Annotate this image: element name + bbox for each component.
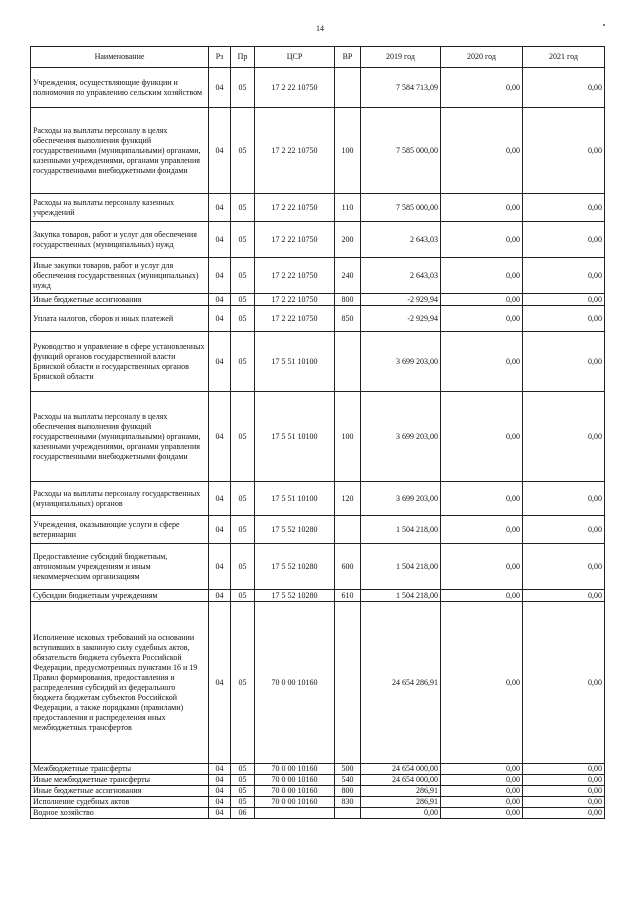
row-2019: 1 504 218,00 <box>361 516 441 544</box>
header-2021: 2021 год <box>523 47 605 68</box>
row-2020: 0,00 <box>441 108 523 194</box>
row-rz: 04 <box>209 68 231 108</box>
row-pr: 05 <box>231 602 255 764</box>
table-row <box>31 222 605 258</box>
row-2019: -2 929,94 <box>361 294 441 306</box>
row-rz: 04 <box>209 294 231 306</box>
table-row <box>31 306 605 332</box>
row-2019: 3 699 203,00 <box>361 392 441 482</box>
row-2020: 0,00 <box>441 306 523 332</box>
table-row <box>31 786 605 797</box>
row-vr: 800 <box>335 786 361 797</box>
row-vr: 100 <box>335 392 361 482</box>
row-2021: 0,00 <box>523 108 605 194</box>
row-2020: 0,00 <box>441 332 523 392</box>
row-2020: 0,00 <box>441 808 523 819</box>
row-vr <box>335 68 361 108</box>
row-pr: 05 <box>231 194 255 222</box>
row-2021: 0,00 <box>523 482 605 516</box>
row-vr: 610 <box>335 590 361 602</box>
row-rz: 04 <box>209 332 231 392</box>
row-csr: 70 0 00 10160 <box>255 775 335 786</box>
row-2020: 0,00 <box>441 258 523 294</box>
row-vr: 120 <box>335 482 361 516</box>
scan-speck <box>603 24 605 26</box>
table-row <box>31 482 605 516</box>
row-name: Предоставление субсидий бюджетным, автономным учреждениям и иным некоммерческим организациям <box>31 544 209 590</box>
row-csr: 17 5 52 10280 <box>255 590 335 602</box>
row-pr: 05 <box>231 258 255 294</box>
page-number: 14 <box>316 24 324 33</box>
row-2019: 7 584 713,09 <box>361 68 441 108</box>
row-2019: -2 929,94 <box>361 306 441 332</box>
row-pr: 05 <box>231 68 255 108</box>
table-row <box>31 602 605 764</box>
row-2020: 0,00 <box>441 516 523 544</box>
table-row <box>31 194 605 222</box>
row-csr: 70 0 00 10160 <box>255 797 335 808</box>
row-csr: 17 5 52 10280 <box>255 544 335 590</box>
row-2020: 0,00 <box>441 764 523 775</box>
table-row <box>31 516 605 544</box>
row-pr: 05 <box>231 222 255 258</box>
row-name: Иные закупки товаров, работ и услуг для обеспечения государственных (муниципальных) нужд <box>31 258 209 294</box>
table-row <box>31 68 605 108</box>
row-2020: 0,00 <box>441 797 523 808</box>
table-row <box>31 294 605 306</box>
row-vr: 600 <box>335 544 361 590</box>
row-2019: 24 654 000,00 <box>361 775 441 786</box>
row-2021: 0,00 <box>523 392 605 482</box>
table-row <box>31 764 605 775</box>
row-2021: 0,00 <box>523 194 605 222</box>
row-csr: 70 0 00 10160 <box>255 764 335 775</box>
header-2020: 2020 год <box>441 47 523 68</box>
row-2020: 0,00 <box>441 294 523 306</box>
row-2021: 0,00 <box>523 797 605 808</box>
row-rz: 04 <box>209 797 231 808</box>
header-pr: Пр <box>231 47 255 68</box>
header-2019: 2019 год <box>361 47 441 68</box>
row-2019: 7 585 000,00 <box>361 194 441 222</box>
row-name: Межбюджетные трансферты <box>31 764 209 775</box>
row-pr: 05 <box>231 294 255 306</box>
row-rz: 04 <box>209 602 231 764</box>
row-csr: 17 5 51 10100 <box>255 392 335 482</box>
row-rz: 04 <box>209 222 231 258</box>
row-2021: 0,00 <box>523 786 605 797</box>
row-pr: 06 <box>231 808 255 819</box>
row-2020: 0,00 <box>441 392 523 482</box>
row-2021: 0,00 <box>523 332 605 392</box>
row-vr: 240 <box>335 258 361 294</box>
header-rz: Рз <box>209 47 231 68</box>
row-name: Учреждения, осуществляющие функции и полномочия по управлению сельским хозяйством <box>31 68 209 108</box>
row-pr: 05 <box>231 392 255 482</box>
row-vr: 100 <box>335 108 361 194</box>
row-name: Субсидии бюджетным учреждениям <box>31 590 209 602</box>
row-2020: 0,00 <box>441 602 523 764</box>
row-2019: 1 504 218,00 <box>361 590 441 602</box>
table-row <box>31 392 605 482</box>
table-row <box>31 544 605 590</box>
row-vr: 540 <box>335 775 361 786</box>
table-row <box>31 108 605 194</box>
row-2019: 2 643,03 <box>361 258 441 294</box>
row-vr <box>335 808 361 819</box>
row-2020: 0,00 <box>441 482 523 516</box>
row-rz: 04 <box>209 786 231 797</box>
row-name: Расходы на выплаты персоналу казенных учреждений <box>31 194 209 222</box>
row-csr: 17 5 52 10280 <box>255 516 335 544</box>
row-vr: 800 <box>335 294 361 306</box>
row-name: Расходы на выплаты персоналу в целях обеспечения выполнения функций государственными (муниципальными) органами, казенными учреждениями, органами управления государственными внебюджетными фондами <box>31 392 209 482</box>
row-2021: 0,00 <box>523 68 605 108</box>
row-2021: 0,00 <box>523 775 605 786</box>
row-name: Расходы на выплаты персоналу государственных (муниципальных) органов <box>31 482 209 516</box>
row-2020: 0,00 <box>441 68 523 108</box>
row-2020: 0,00 <box>441 786 523 797</box>
table-row <box>31 590 605 602</box>
row-vr <box>335 602 361 764</box>
row-2021: 0,00 <box>523 516 605 544</box>
row-2021: 0,00 <box>523 306 605 332</box>
row-pr: 05 <box>231 775 255 786</box>
row-pr: 05 <box>231 482 255 516</box>
row-2019: 3 699 203,00 <box>361 332 441 392</box>
row-rz: 04 <box>209 392 231 482</box>
row-pr: 05 <box>231 108 255 194</box>
row-name: Иные бюджетные ассигнования <box>31 786 209 797</box>
row-vr: 500 <box>335 764 361 775</box>
row-vr: 110 <box>335 194 361 222</box>
row-rz: 04 <box>209 482 231 516</box>
row-name: Уплата налогов, сборов и иных платежей <box>31 306 209 332</box>
row-csr: 17 5 51 10100 <box>255 332 335 392</box>
row-pr: 05 <box>231 306 255 332</box>
row-csr: 17 2 22 10750 <box>255 294 335 306</box>
row-pr: 05 <box>231 516 255 544</box>
row-2020: 0,00 <box>441 590 523 602</box>
row-2020: 0,00 <box>441 775 523 786</box>
row-pr: 05 <box>231 764 255 775</box>
row-name: Исполнение судебных актов <box>31 797 209 808</box>
row-name: Учреждения, оказывающие услуги в сфере ветеринарии <box>31 516 209 544</box>
row-name: Иные бюджетные ассигнования <box>31 294 209 306</box>
row-csr: 17 2 22 10750 <box>255 194 335 222</box>
row-2019: 286,91 <box>361 797 441 808</box>
row-name: Исполнение исковых требований на основании вступивших в законную силу судебных актов, обязательств бюджета субъекта Российской Федерации, предусмотренных пунктами 16 и 19 Правил формирования, предоставления и распределения субсидий из федерального бюджета бюджетам субъектов Российской Федерации, а также порядками (правилами) предоставления и распределения иных межбюджетных трансфертов <box>31 602 209 764</box>
row-2021: 0,00 <box>523 590 605 602</box>
row-2020: 0,00 <box>441 222 523 258</box>
row-csr: 17 2 22 10750 <box>255 258 335 294</box>
row-pr: 05 <box>231 797 255 808</box>
table-row <box>31 797 605 808</box>
row-2021: 0,00 <box>523 808 605 819</box>
row-2019: 1 504 218,00 <box>361 544 441 590</box>
row-2020: 0,00 <box>441 544 523 590</box>
row-2019: 7 585 000,00 <box>361 108 441 194</box>
table-row <box>31 775 605 786</box>
header-vr: ВР <box>335 47 361 68</box>
row-name: Расходы на выплаты персоналу в целях обеспечения выполнения функций государственными (муниципальными) органами, казенными учреждениями, органами управления государственными внебюджетными фондами <box>31 108 209 194</box>
table-row <box>31 332 605 392</box>
row-rz: 04 <box>209 108 231 194</box>
row-2021: 0,00 <box>523 602 605 764</box>
row-rz: 04 <box>209 258 231 294</box>
row-2019: 2 643,03 <box>361 222 441 258</box>
row-name: Иные межбюджетные трансферты <box>31 775 209 786</box>
row-csr: 17 2 22 10750 <box>255 222 335 258</box>
row-2019: 24 654 286,91 <box>361 602 441 764</box>
row-rz: 04 <box>209 590 231 602</box>
header-name: Наименование <box>31 47 209 68</box>
row-2021: 0,00 <box>523 222 605 258</box>
row-rz: 04 <box>209 764 231 775</box>
budget-table <box>30 46 605 819</box>
row-rz: 04 <box>209 808 231 819</box>
row-csr: 17 5 51 10100 <box>255 482 335 516</box>
table-header-row <box>31 47 605 68</box>
table-row <box>31 258 605 294</box>
row-pr: 05 <box>231 332 255 392</box>
row-rz: 04 <box>209 306 231 332</box>
row-pr: 05 <box>231 544 255 590</box>
row-csr: 17 2 22 10750 <box>255 306 335 332</box>
row-2019: 24 654 000,00 <box>361 764 441 775</box>
row-name: Закупка товаров, работ и услуг для обеспечения государственных (муниципальных) нужд <box>31 222 209 258</box>
header-csr: ЦСР <box>255 47 335 68</box>
row-csr <box>255 808 335 819</box>
row-rz: 04 <box>209 544 231 590</box>
row-rz: 04 <box>209 516 231 544</box>
row-2020: 0,00 <box>441 194 523 222</box>
row-csr: 17 2 22 10750 <box>255 108 335 194</box>
row-name: Руководство и управление в сфере установленных функций органов государственной власти Брянской области и государственных органов Брянской области <box>31 332 209 392</box>
row-2021: 0,00 <box>523 294 605 306</box>
row-rz: 04 <box>209 194 231 222</box>
row-vr: 830 <box>335 797 361 808</box>
row-2019: 0,00 <box>361 808 441 819</box>
row-2019: 286,91 <box>361 786 441 797</box>
row-csr: 70 0 00 10160 <box>255 602 335 764</box>
row-name: Водное хозяйство <box>31 808 209 819</box>
row-vr <box>335 332 361 392</box>
table-row <box>31 808 605 819</box>
row-2021: 0,00 <box>523 258 605 294</box>
row-pr: 05 <box>231 786 255 797</box>
row-2021: 0,00 <box>523 544 605 590</box>
row-rz: 04 <box>209 775 231 786</box>
row-vr <box>335 516 361 544</box>
row-pr: 05 <box>231 590 255 602</box>
row-vr: 200 <box>335 222 361 258</box>
row-2019: 3 699 203,00 <box>361 482 441 516</box>
row-csr: 70 0 00 10160 <box>255 786 335 797</box>
row-2021: 0,00 <box>523 764 605 775</box>
row-csr: 17 2 22 10750 <box>255 68 335 108</box>
row-vr: 850 <box>335 306 361 332</box>
